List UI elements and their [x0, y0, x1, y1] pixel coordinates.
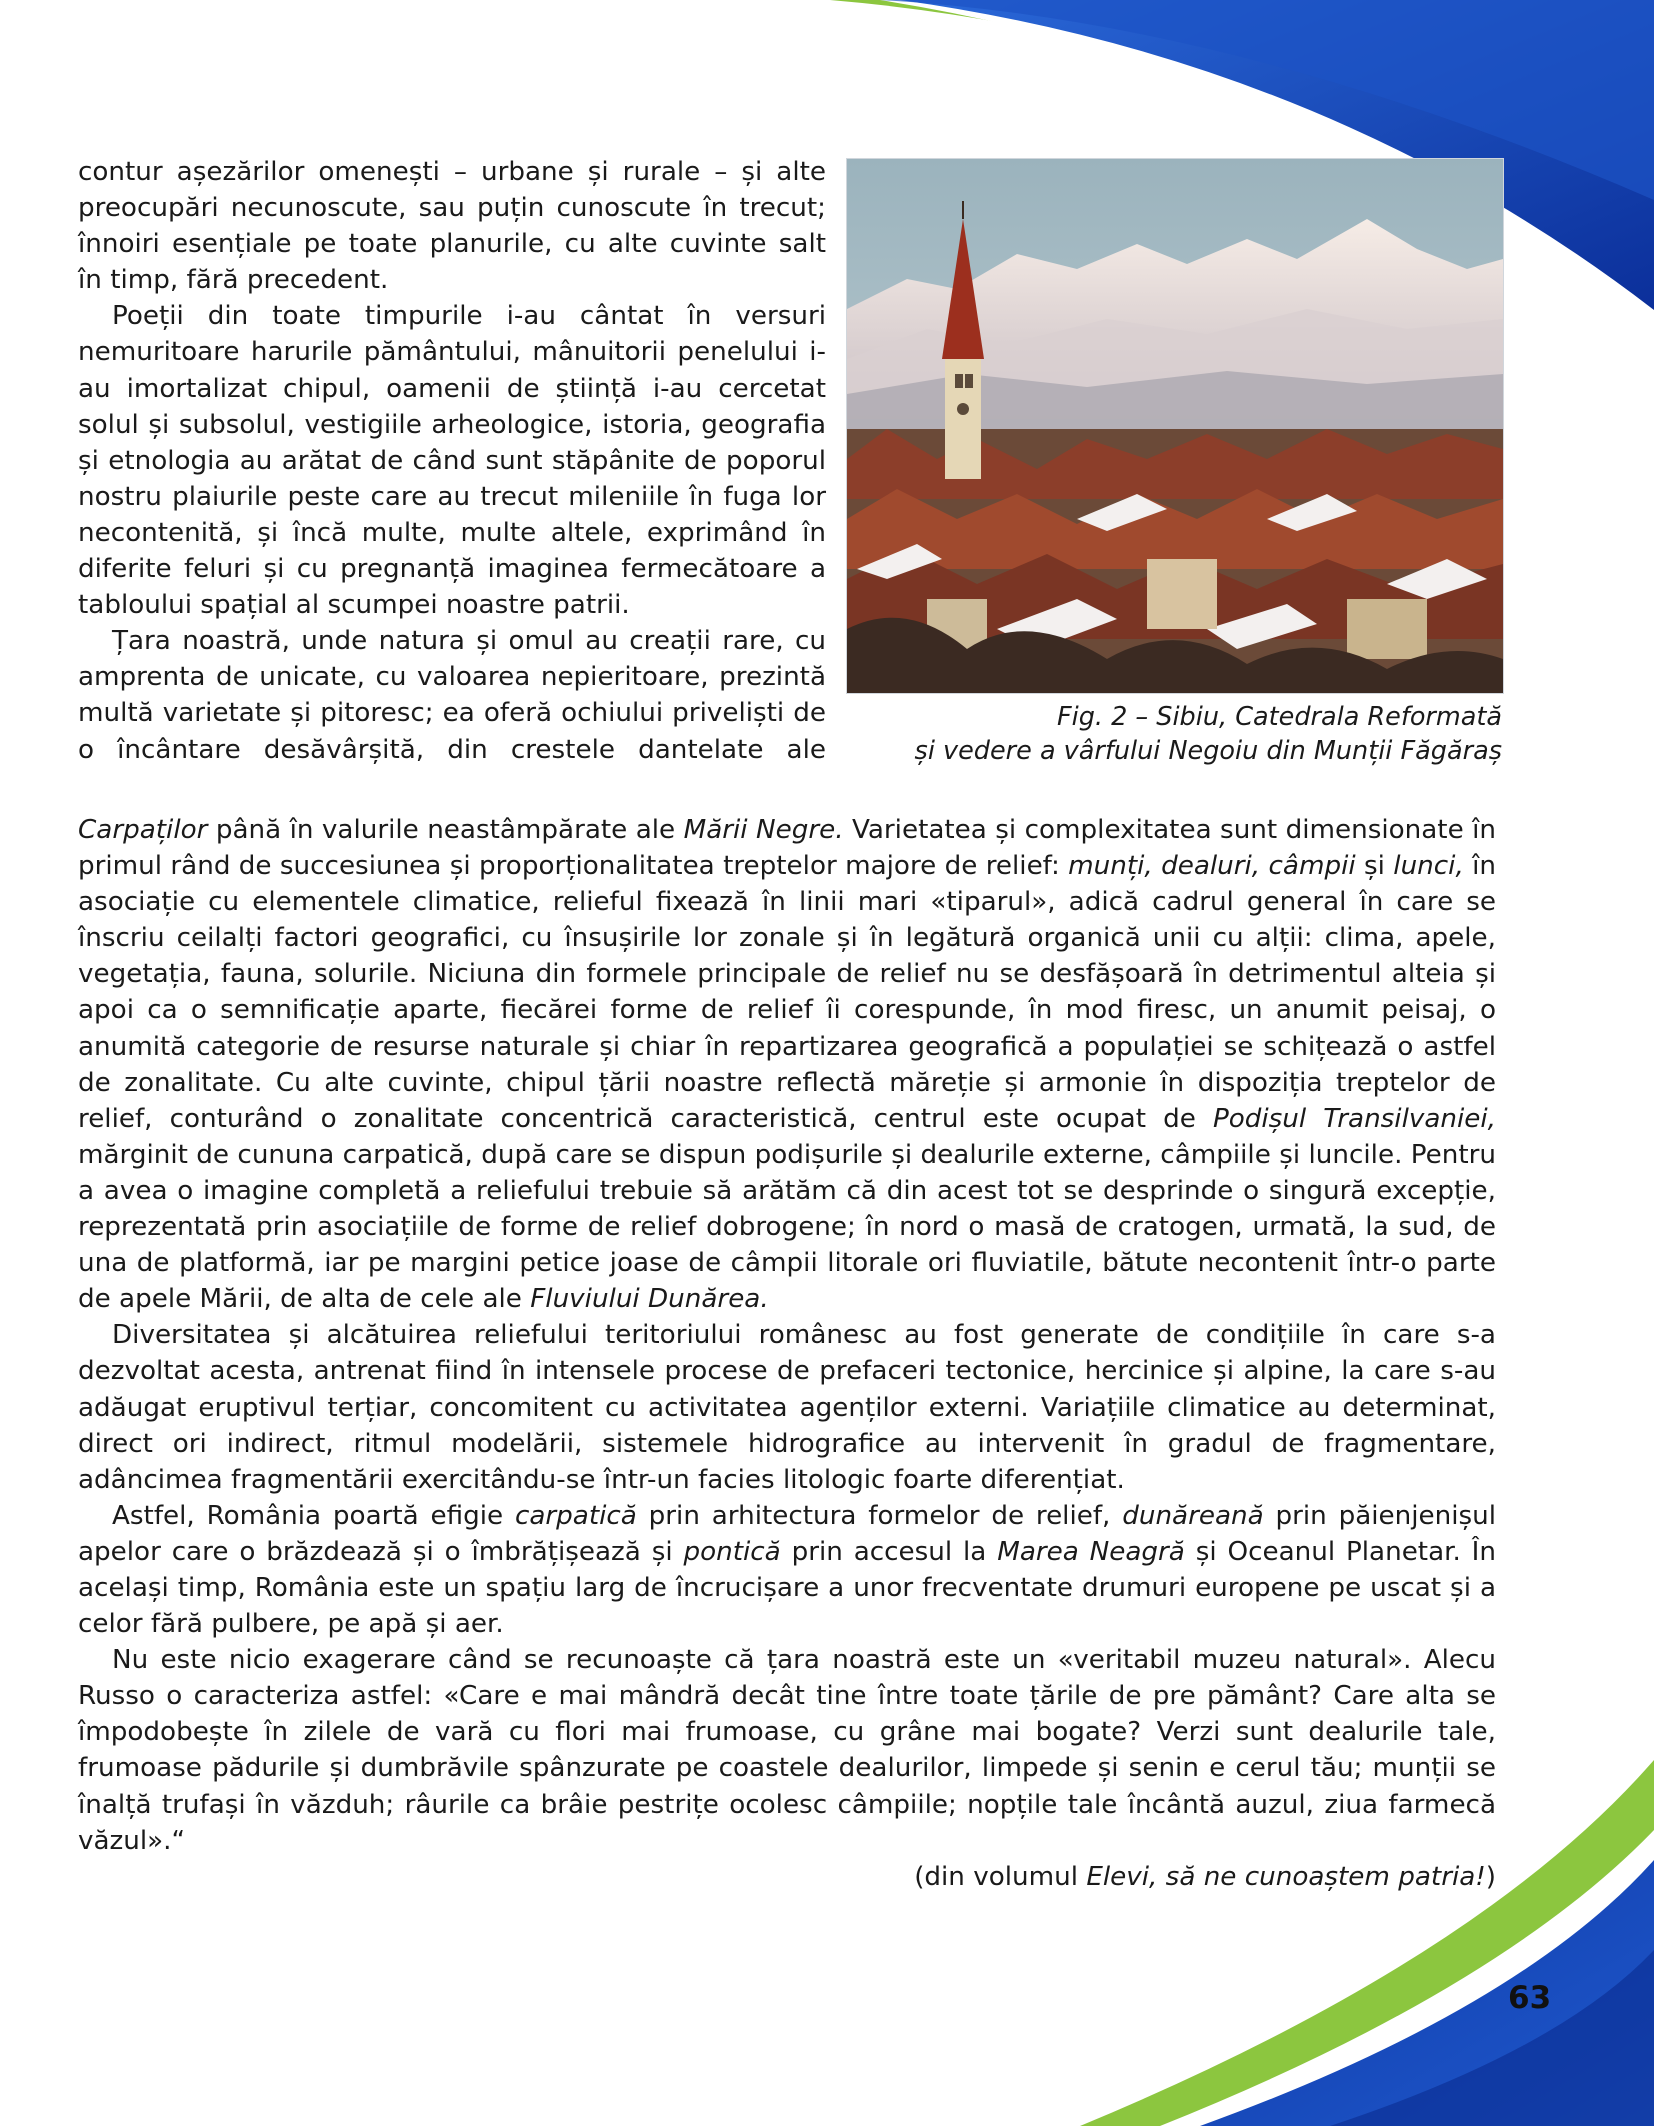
italic-term: Fluviului Dunărea.: [530, 1284, 769, 1315]
text-span: și: [1355, 851, 1394, 882]
text-span: prin arhitectura formelor de relief,: [636, 1500, 1123, 1531]
left-column-text: [78, 154, 826, 768]
source-citation: [78, 1859, 1496, 1895]
text-span: mărginit de cununa carpatică, după care se dispun podișurile și dealurile externe, câmpiile și luncile. Pentru a avea o imagine completă a reliefului trebuie să arătăm că din acest tot se desprinde o singură excepție, reprezentată prin asociațiile de forme de relief dobrogene; în nord o masă de cratogen, urmată, la sud, de una de platformă, iar pe margini petice joase de câmpii litorale ori fluviatile, bătute necontenit într-o parte de apele Mării, de alta de cele ale: [78, 1139, 1496, 1315]
text-span: prin accesul la: [780, 1536, 998, 1567]
paragraph-2: Poeții din toate timpurile i-au cântat în versuri nemuritoare harurile pământului, mânuitorii penelului i-au imortalizat chipul, oamenii de știință i-au cercetat solul și subsolul, vestigiile arheologice, istoria, geografia și etnologia au arătat de când sunt stăpânite de poporul nostru plaiurile peste care au trecut mileniile în fuga lor necontenită, și încă multe, multe altele, exprimând în diferite feluri și cu pregnanță imaginea fermecătoare a tabloului spațial al scumpei noastre patrii.: [78, 301, 826, 621]
figure-photo: [846, 158, 1504, 694]
figure-caption: [846, 700, 1502, 768]
paragraph-6: Nu este nicio exagerare când se recunoaște că țara noastră este un «veritabil muzeu natural». Alecu Russo o caracteriza astfel: «Care e mai mândră decât tine între toate țările de pre pământ? Care alta se împodobește în zilele de vară cu flori mai frumoase, cu grâne mai bogate? Verzi sunt dealurile tale, frumoase pădurile și dumbrăvile spânzurate pe coastele dealurilor, limpede și senin e cerul tău; munții se înalță trufași în văzduh; râurile ca brâie pestrițe ocolesc câmpiile; nopțile tale încântă auzul, ziua farmecă văzul».“: [78, 1645, 1496, 1856]
italic-term: Marea Neagră: [997, 1536, 1185, 1567]
italic-term: lunci,: [1393, 851, 1464, 882]
italic-term: Podișul Transilvaniei,: [1212, 1103, 1496, 1134]
paragraph-3-start: Țara noastră, unde natura și omul au creații rare, cu amprenta de unicate, cu valoarea nepieritoare, prezintă multă varietate și pitoresc; ea oferă ochiului priveliști de o încântare desăvârșită, din crestele dantelate ale: [78, 626, 826, 765]
sibiu-photo-illustration: [847, 159, 1503, 693]
text-span: până în valurile neastâmpărate ale: [207, 815, 684, 845]
paragraph-4: Diversitatea și alcătuirea reliefului teritoriului românesc au fost generate de condițiile în care s-a dezvoltat acesta, antrenat fiind în intensele procese de prefaceri tectonice, hercinice și alpine, la care s-au adăugat eruptivul terțiar, concomitent cu activitatea agenților externi. Variațiile climatice au determinat, direct ori indirect, ritmul modelării, sistemele hidrografice au intervenit în gradul de fragmentare, adâncimea fragmentării exercitându-se într-un facies litologic foarte diferențiat.: [78, 1320, 1496, 1495]
paragraph-5: [78, 1498, 1496, 1642]
caption-line-2: și vedere a vârfului Negoiu din Munții Făgăraș: [914, 736, 1502, 766]
text-span: Varietatea și complexitatea sunt dimensionate în primul rând de succesiunea și proporționalitatea treptelor majore de relief:: [78, 815, 1496, 882]
full-width-text: [78, 812, 1496, 1895]
text-span: ): [1485, 1861, 1496, 1892]
italic-term: munți, dealuri, câmpii: [1068, 851, 1356, 882]
italic-term: carpatică: [514, 1500, 637, 1531]
italic-term: Mării Negre.: [683, 815, 844, 845]
page-number: 63: [1508, 1980, 1552, 2016]
italic-term: dunăreană: [1122, 1500, 1264, 1531]
text-span: prin păienjenișul apelor care o brăzdează și o îmbrățișează și: [78, 1500, 1496, 1567]
italic-term: Carpaților: [78, 815, 208, 845]
text-span: (din volumul: [914, 1861, 1087, 1892]
paragraph-3-continued: [78, 812, 1496, 1317]
text-span: și Oceanul Planetar. În același timp, România este un spațiu larg de încrucișare a unor frecventate drumuri europene pe uscat și a celor fără pulbere, pe apă și aer.: [78, 1536, 1496, 1640]
text-span: în asociație cu elementele climatice, relieful fixează în linii mari «tiparul», adică cadrul general în care se înscriu ceilalți factori geografici, cu însușirile lor zonale și în legătură organică unii cu alții: clima, apele, vegetația, fauna, solurile. Niciuna din formele principale de relief nu se desfășoară în detrimentul alteia și apoi ca o semnificație aparte, fiecărei forme de relief îi corespunde, în mod firesc, un anumit peisaj, o anumită categorie de resurse naturale și chiar în repartizarea geografică a populației se schițează o astfel de zonalitate. Cu alte cuvinte, chipul țării noastre reflectă măreție și armonie în dispoziția treptelor de relief, conturând o zonalitate concentrică caracteristică, centrul este ocupat de: [78, 851, 1497, 1134]
text-span: Astfel, România poartă efigie: [112, 1500, 515, 1531]
paragraph-1: contur așezărilor omenești – urbane și rurale – și alte preocupări necunoscute, sau puțin cunoscute în trecut; înnoiri esențiale pe toate planurile, cu alte cuvinte salt în timp, fără precedent.: [78, 157, 826, 296]
italic-term: pontică: [683, 1536, 781, 1567]
source-title: Elevi, să ne cunoaștem patria!: [1086, 1861, 1486, 1892]
caption-line-1: Fig. 2 – Sibiu, Catedrala Reformată: [1056, 702, 1502, 732]
